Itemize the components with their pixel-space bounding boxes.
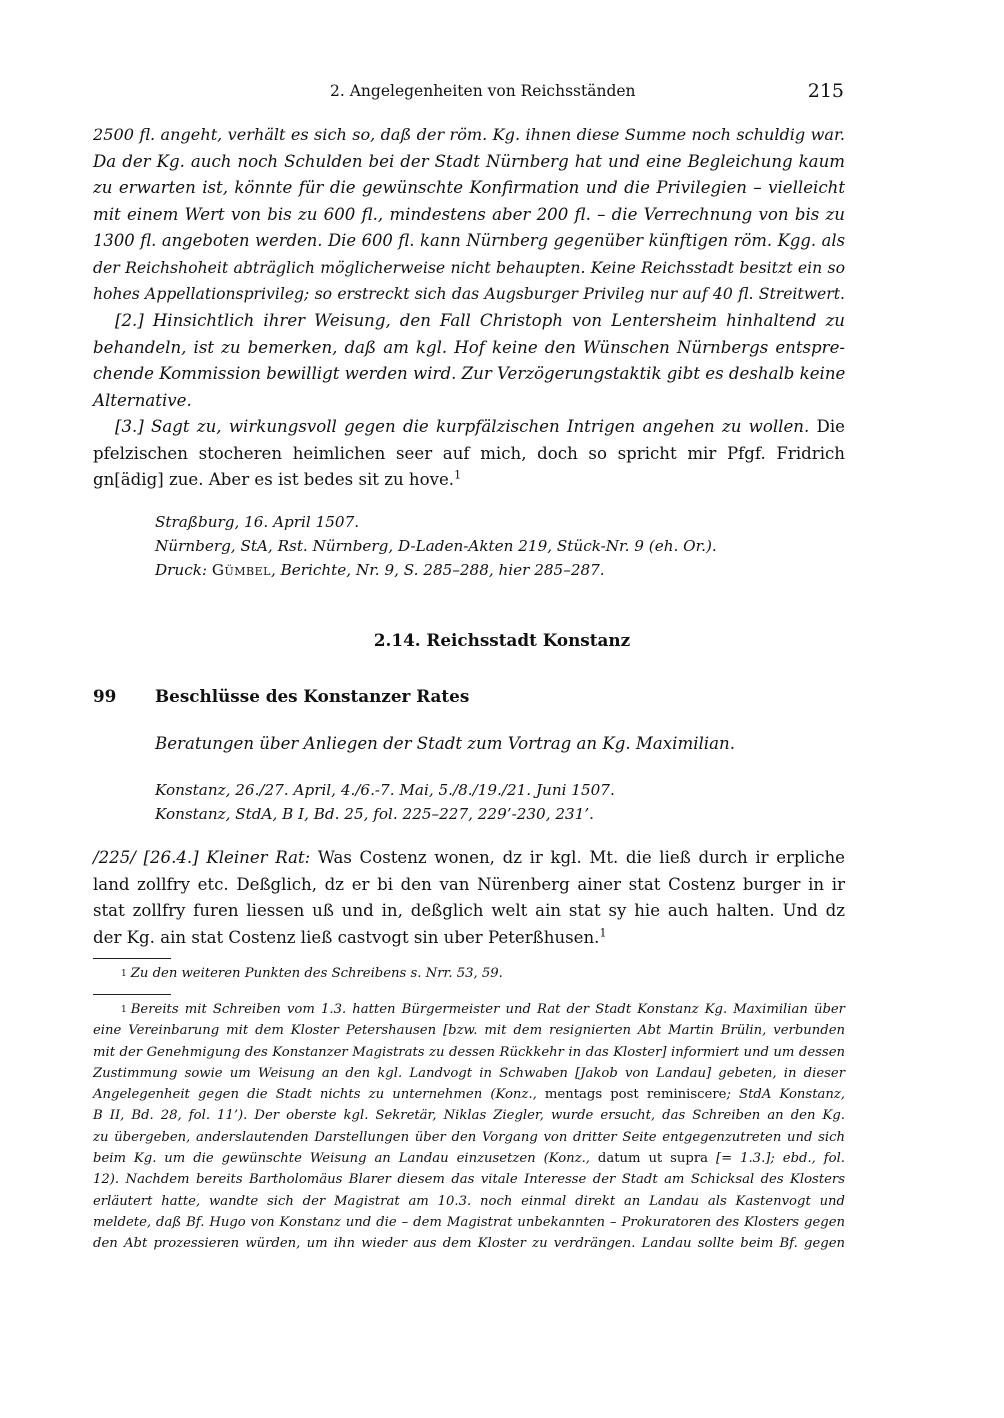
document-regest: Beratungen über Anliegen der Stadt zum Vortrag an Kg. Maximilian.	[155, 734, 735, 753]
roman-run: datum ut supra	[589, 1151, 716, 1167]
text-line: Alternative.	[93, 390, 192, 410]
footnote-text: Zu den weiteren Punkten des Schreibens s. Nrr. 53, 59.	[130, 966, 503, 981]
footnote-line	[93, 999, 845, 1020]
place-date: Straßburg, 16. April 1507.	[155, 513, 360, 531]
footnote-line: den Abt prozessieren würden, um ihn wieder aus dem Kloster zu verdrängen. Landau sollte beim Bf. gegen	[93, 1236, 845, 1252]
running-header: 2. Angelegenheiten von Reichsständen	[330, 82, 636, 100]
footnote-reference[interactable]: 1	[599, 925, 607, 939]
print-author: Gümbel	[211, 561, 271, 579]
print-label: Druck:	[155, 561, 212, 579]
footnote-line: 12). Nachdem bereits Bartholomäus Blarer diesem das vitale Interesse der Stadt am Schicksal des Klosters	[93, 1172, 845, 1188]
archive-reference: Nürnberg, StA, Rst. Nürnberg, D-Laden-Akten 219, Stück-Nr. 9 (eh. Or.).	[155, 537, 717, 555]
roman-run: der Kg. ain stat Costenz ließ castvogt sin uber Peterßhusen.	[93, 927, 600, 947]
italic-run: [= 1.3.]; ebd., fol.	[715, 1151, 845, 1167]
text-line: 1300 fl. angeboten werden. Die 600 fl. kann Nürnberg gegenüber künftigen röm. Kgg. als	[93, 231, 845, 250]
roman-run: mentags post reminiscere	[536, 1087, 727, 1103]
source-block	[155, 510, 717, 582]
italic-run: beim Kg. um die gewünschte Weisung an Landau einzusetzen (Konz.,	[93, 1151, 590, 1167]
footnote-text: Bereits mit Schreiben vom 1.3. hatten Bürgermeister und Rat der Stadt Konstanz Kg. Maximilian über	[130, 1002, 845, 1017]
footnote-line: erläutert hatte, wandte sich der Magistrat am 10.3. noch einmal direkt an Landau als Kastenvogt und	[93, 1193, 845, 1209]
print-reference	[155, 558, 717, 582]
text-line	[93, 845, 845, 872]
text-line: land zollfry etc. Deßglich, dz er bi den van Nürenberg ainer stat Costenz burger in ir	[93, 874, 845, 894]
text-line: hohes Appellationsprivileg; so erstreckt sich das Augsburger Privileg nur auf 40 fl. Streitwert.	[93, 285, 845, 303]
footnote-line	[121, 963, 845, 984]
text-line: stat zollfry furen liessen uß und in, deßglich welt ain stat sy hie auch halten. Und dz	[93, 901, 845, 920]
document-number: 99	[93, 686, 117, 706]
text-line	[93, 925, 845, 952]
text-line	[93, 414, 845, 441]
text-line: pfelzischen stocheren heimlichen seer auf mich, doch so spricht mir Pfgf. Fridrich	[93, 443, 845, 463]
footnote-line: mit der Genehmigung des Konstanzer Magistrats zu dessen Rückkehr in das Kloster] informiert und um dessen	[93, 1044, 845, 1060]
page-number: 215	[807, 80, 844, 102]
footnote	[93, 963, 845, 984]
date-line: Konstanz, 26./27. April, 4./6.-7. Mai, 5./8./19./21. Juni 1507.	[155, 781, 615, 799]
text-line: Da der Kg. auch noch Schulden bei der Stadt Nürnberg hat und eine Begleichung kaum	[93, 151, 845, 171]
section-heading: 2.14. Reichsstadt Konstanz	[373, 630, 631, 650]
footnote-line: B II, Bd. 28, fol. 11’). Der oberste kgl. Sekretär, Niklas Ziegler, wurde ersucht, das Schreiben an den Kg.	[93, 1108, 845, 1124]
text-line: behandeln, ist zu bemerken, daß am kgl. Hof keine den Wünschen Nürnbergs entspre-	[93, 337, 845, 357]
footnote	[93, 999, 845, 1255]
roman-run: Was Costenz wonen, dz ir kgl. Mt. die ließ durch ir erpliche	[310, 848, 845, 867]
footnote-line: zu übergeben, anderslautenden Darstellungen über den Vorgang von dritter Seite entgegenzutreten und sich	[93, 1129, 845, 1145]
footnote-line: Zustimmung sowie um Weisung an den kgl. Landvogt in Schwaben [Jakob von Landau] gebeten, in dieser	[93, 1065, 845, 1081]
text-line: [2.] Hinsichtlich ihrer Weisung, den Fall Christoph von Lentersheim hinhaltend zu	[115, 311, 845, 330]
text-line: 2500 fl. angeht, verhält es sich so, daß der röm. Kg. ihnen diese Summe noch schuldig war.	[93, 125, 845, 144]
footnote-mark: 1	[121, 1005, 127, 1015]
text-line: der Reichshoheit abträglich möglicherweise nicht behaupten. Keine Reichsstadt besitzt ein so	[93, 257, 845, 277]
italic-run: ; StdA Konstanz,	[726, 1087, 845, 1103]
text-line: mit einem Wert von bis zu 600 fl., mindestens aber 200 fl. – die Verrechnung von bis zu	[93, 204, 845, 224]
text-line	[93, 467, 845, 494]
footnote-line	[93, 1084, 845, 1105]
summary-paragraph-1	[93, 122, 845, 308]
roman-run: Die	[809, 417, 845, 436]
summary-paragraph-2	[93, 308, 845, 414]
text-line: zu erwarten ist, könnte für die gewünschte Konfirmation und die Privilegien – vielleicht	[93, 178, 845, 197]
footnote-reference[interactable]: 1	[454, 468, 462, 482]
roman-run: gn[ädig] zue. Aber es ist bedes sit zu hove.	[93, 470, 455, 489]
print-detail: , Berichte, Nr. 9, S. 285–288, hier 285–287.	[270, 561, 605, 579]
text-line: chende Kommission bewilligt werden wird. Zur Verzögerungstaktik gibt es deshalb keine	[93, 364, 846, 383]
paragraph-3	[93, 414, 845, 494]
document-meta	[155, 778, 615, 826]
footnote-line: meldete, daß Bf. Hugo von Konstanz und die – dem Magistrat unbekannten – Prokuratoren des Klosters gegen	[93, 1214, 845, 1230]
document-title: Beschlüsse des Konstanzer Rates	[155, 686, 470, 706]
footnote-rule	[93, 958, 171, 959]
footnote-line	[93, 1148, 845, 1169]
archive-line: Konstanz, StdA, B I, Bd. 25, fol. 225–227, 229’-230, 231’.	[155, 805, 595, 823]
footnote-rule	[93, 994, 171, 995]
paragraph-4	[93, 845, 845, 951]
italic-run: [3.] Sagt zu, wirkungsvoll gegen die kurpfälzischen Intrigen angehen zu wollen.	[115, 417, 810, 436]
footnote-mark: 1	[121, 969, 127, 979]
italic-run: Angelegenheit gegen die Stadt nichts zu unternehmen (Konz.,	[93, 1087, 537, 1103]
italic-run: /225/ [26.4.] Kleiner Rat:	[93, 848, 311, 867]
footnote-line: eine Vereinbarung mit dem Kloster Petershausen [bzw. mit dem resignierten Abt Martin Brülin, verbunden	[93, 1023, 845, 1039]
